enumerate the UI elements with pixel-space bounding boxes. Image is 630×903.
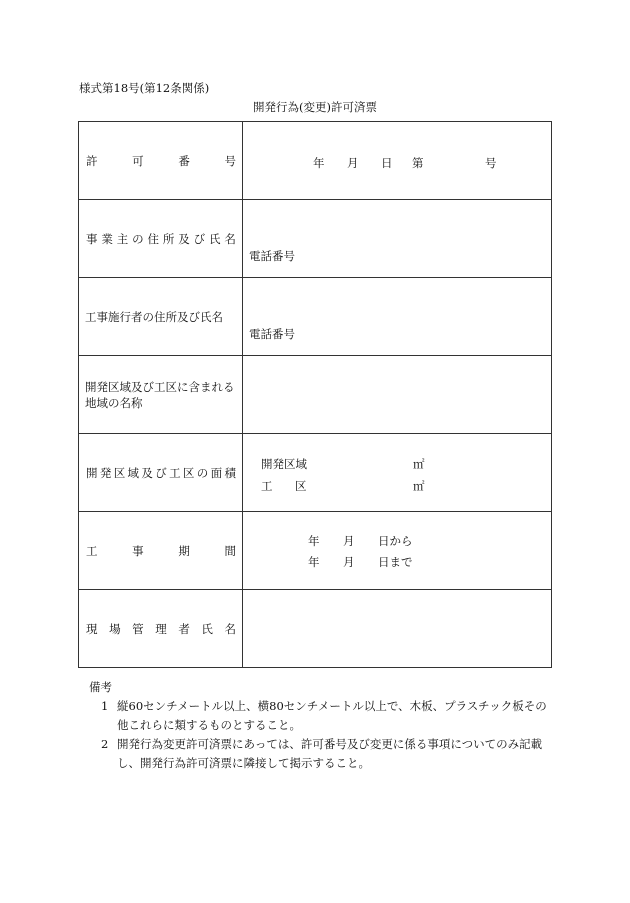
label-construction-period: 工 事 期 間	[79, 512, 243, 590]
value-construction-period[interactable]: 年 月 日から 年 月 日まで	[243, 512, 552, 590]
area-unit: ㎡	[413, 479, 425, 493]
value-area-name[interactable]	[243, 356, 552, 434]
label-permit-number: 許 可 番 号	[79, 122, 243, 200]
note-item: 2 開発行為変更許可済票にあっては、許可番号及び変更に係る事項についてのみ記載し、開発行為許可済票に隣接して掲示すること。	[101, 737, 543, 770]
value-area-size[interactable]: 開発区域 ㎡ 工 区 ㎡	[243, 434, 552, 512]
label-contractor: 工事施行者の住所及び氏名	[79, 278, 243, 356]
notes-heading: 備考	[89, 680, 112, 694]
phone-label: 電話番号	[249, 327, 295, 341]
phone-label: 電話番号	[249, 249, 295, 263]
note-item: 1 縦60センチメートル以上、横80センチメートル以上で、木板、プラスチック板その他これらに類するものとすること。	[101, 699, 547, 732]
label-business-owner: 事 業 主 の 住 所 及 び 氏 名	[79, 200, 243, 278]
row-business-owner	[79, 200, 552, 278]
row-contractor	[79, 278, 552, 356]
value-business-owner[interactable]	[243, 200, 552, 278]
area-unit: ㎡	[413, 457, 425, 471]
form-number: 様式第18号(第12条関係)	[79, 81, 210, 95]
label-site-manager: 現 場 管 理 者 氏 名	[79, 590, 243, 668]
value-site-manager[interactable]	[243, 590, 552, 668]
row-area-size	[79, 434, 552, 512]
row-area-name	[79, 356, 552, 434]
notes-section	[89, 678, 551, 773]
row-site-manager	[79, 590, 552, 668]
value-permit-date[interactable]: 年 月 日 第 号	[243, 122, 552, 200]
label-area-name: 開発区域及び工区に含まれる 地域の名称	[79, 356, 243, 434]
document-title: 開発行為(変更)許可済票	[253, 100, 377, 114]
label-area-size: 開 発 区 域 及 び 工 区 の 面 積	[79, 434, 243, 512]
value-contractor[interactable]	[243, 278, 552, 356]
row-construction-period	[79, 512, 552, 590]
area-development-label: 開発区域	[261, 457, 307, 471]
permit-form-table	[78, 121, 552, 668]
row-permit-number	[79, 122, 552, 200]
